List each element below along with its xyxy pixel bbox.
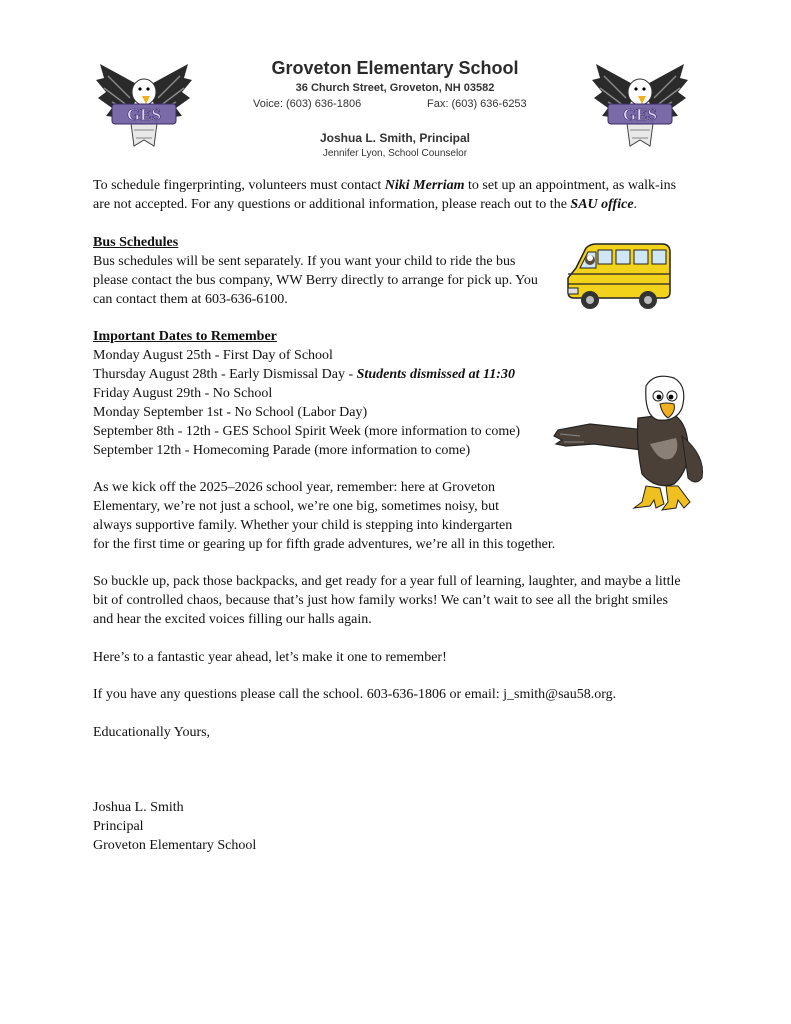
intro-line-2 — [93, 195, 637, 214]
school-bus-illustration — [566, 240, 672, 312]
ges-eagle-logo-left — [94, 58, 194, 152]
signature-title: Principal — [93, 819, 144, 834]
counselor-name: Jennifer Lyon, School Counselor — [322, 148, 468, 159]
signature-name: Joshua L. Smith — [93, 800, 184, 815]
paragraph-3: Here’s to a fantastic year ahead, let’s make it one to remember! — [93, 650, 447, 665]
date-text: Thursday August 28th - Early Dismissal Day - — [93, 367, 357, 382]
intro-text: To schedule fingerprinting, volunteers must contact — [93, 178, 385, 193]
date-item — [93, 365, 515, 384]
intro-text: to set up an appointment, as walk-ins — [464, 178, 677, 193]
bus-line: Bus schedules will be sent separately. If you want your child to ride the bus — [93, 254, 516, 269]
bus-heading: Bus Schedules — [93, 235, 179, 250]
paragraph-1-line: for the first time or gearing up for fifth grade adventures, we’re all in this together. — [93, 537, 556, 552]
principal-name: Joshua L. Smith, Principal — [319, 131, 471, 145]
early-dismissal-note: Students dismissed at 11:30 — [356, 367, 515, 382]
intro-text: . — [633, 197, 638, 212]
bus-line: please contact the bus company, WW Berry directly to arrange for pick up. You — [93, 273, 538, 288]
paragraph-2-line: So buckle up, pack those backpacks, and get ready for a year full of learning, laughter, and maybe a little — [93, 574, 681, 589]
intro-line-1 — [93, 176, 676, 195]
paragraph-1-line: As we kick off the 2025–2026 school year, remember: here at Groveton — [93, 480, 495, 495]
sau-office: SAU office — [570, 197, 634, 212]
signature-school: Groveton Elementary School — [93, 838, 257, 853]
school-phone-fax — [253, 98, 543, 110]
school-name: Groveton Elementary School — [271, 58, 519, 78]
date-item: Monday September 1st - No School (Labor Day) — [93, 405, 368, 420]
contact-line: If you have any questions please call the school. 603-636-1806 or email: j_smith@sau58.org. — [93, 687, 617, 702]
paragraph-1-line: Elementary, we’re not just a school, we’re one big, sometimes noisy, but — [93, 499, 500, 514]
logo-text-right: GES — [622, 105, 658, 124]
pointing-eagle-mascot — [550, 374, 712, 518]
dates-heading: Important Dates to Remember — [93, 329, 277, 344]
date-item: September 8th - 12th - GES School Spirit Week (more information to come) — [93, 424, 521, 439]
school-address: 36 Church Street, Groveton, NH 03582 — [295, 82, 495, 94]
ges-eagle-logo-right — [590, 58, 690, 152]
closing: Educationally Yours, — [93, 725, 211, 740]
date-item: Monday August 25th - First Day of School — [93, 348, 333, 363]
paragraph-2-line: bit of controlled chaos, because that’s just how family works! We can’t wait to see all the bright smiles — [93, 593, 668, 608]
fax-number: Fax: (603) 636-6253 — [427, 98, 527, 110]
bus-line: can contact them at 603-636-6100. — [93, 292, 288, 307]
paragraph-1-line: always supportive family. Whether your child is stepping into kindergarten — [93, 518, 513, 533]
voice-number: Voice: (603) 636-1806 — [253, 98, 362, 110]
logo-text-left: GES — [126, 105, 162, 124]
date-item: Friday August 29th - No School — [93, 386, 273, 401]
contact-person: Niki Merriam — [384, 178, 465, 193]
intro-text: are not accepted. For any questions or additional information, please reach out to the — [93, 197, 571, 212]
date-item: September 12th - Homecoming Parade (more information to come) — [93, 443, 471, 458]
paragraph-2-line: and hear the excited voices filling our halls again. — [93, 612, 372, 627]
